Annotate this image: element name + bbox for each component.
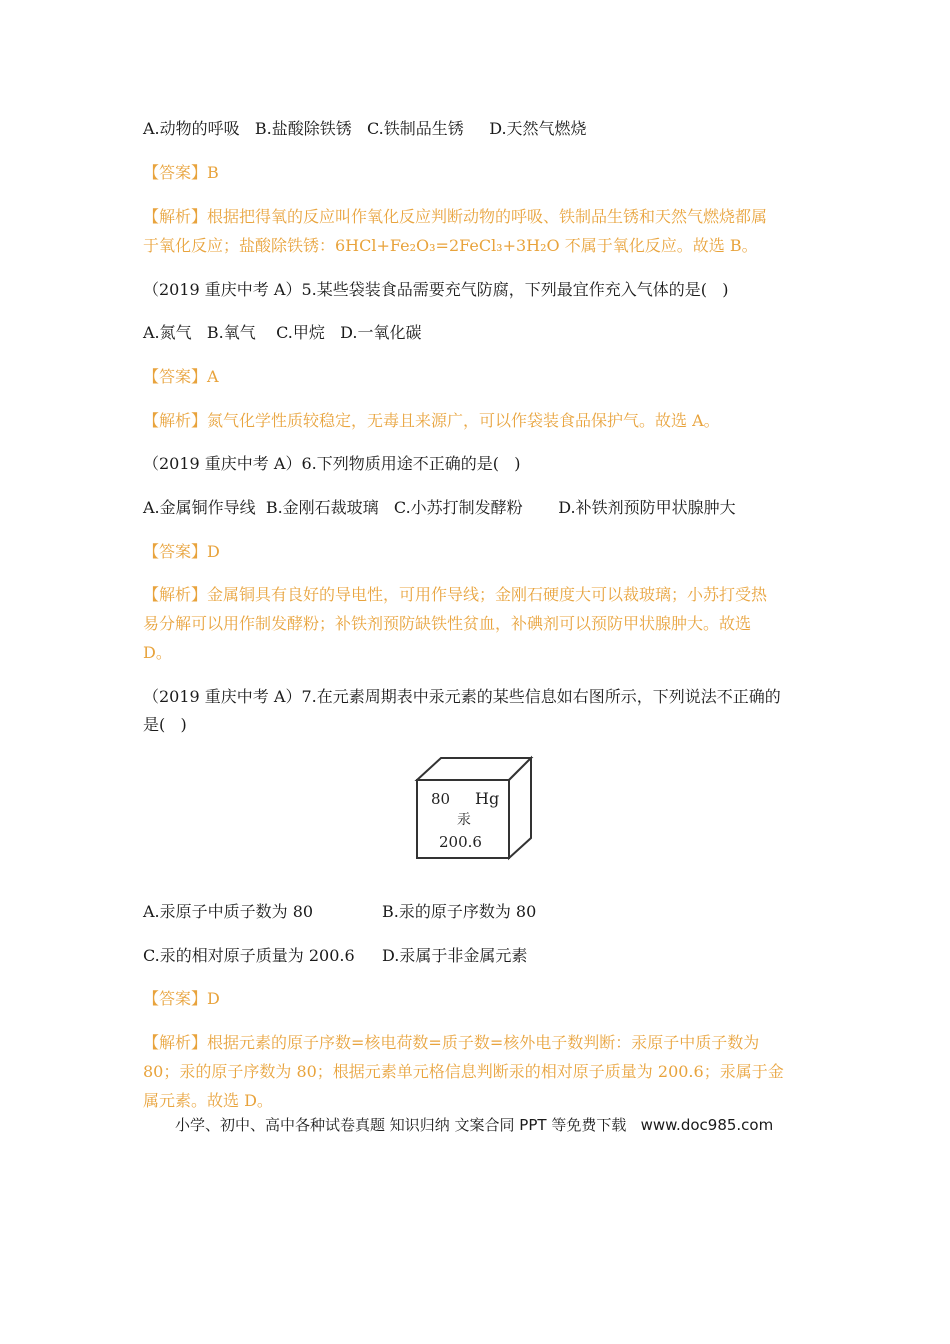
q6-options: A.金属铜作导线 B.金刚石裁玻璃 C.小苏打制发酵粉 D.补铁剂预防甲状腺肿大 bbox=[143, 498, 736, 517]
q7-analysis-line-3: 属元素。故选 D。 bbox=[143, 1091, 273, 1110]
q5-options: A.氮气 B.氧气 C.甲烷 D.一氧化碳 bbox=[143, 323, 422, 342]
q6-analysis-line-1: 【解析】金属铜具有良好的导电性，可用作导线；金刚石硬度大可以裁玻璃；小苏打受热 bbox=[143, 585, 768, 604]
q5-answer: 【答案】A bbox=[143, 367, 219, 386]
download-footer-banner: 小学、初中、高中各种试卷真题 知识归纳 文案合同 PPT 等免费下载 www.doc985.com bbox=[175, 1116, 774, 1134]
q6-analysis-line-2: 易分解可以用作制发酵粉；补铁剂预防缺铁性贫血，补碘剂可以预防甲状腺肿大。故选 bbox=[143, 614, 752, 633]
q7-option-d: D.汞属于非金属元素 bbox=[382, 946, 528, 965]
q4-options: A.动物的呼吸 B.盐酸除铁锈 C.铁制品生锈 D.天然气燃烧 bbox=[143, 119, 587, 138]
q7-option-a: A.汞原子中质子数为 80 bbox=[143, 902, 314, 921]
q6-analysis-line-3: D。 bbox=[143, 643, 172, 662]
element-symbol-text: Hg bbox=[475, 789, 500, 808]
atomic-number-text: 80 bbox=[431, 790, 451, 808]
q7-option-b: B.汞的原子序数为 80 bbox=[382, 902, 537, 921]
q7-option-c: C.汞的相对原子质量为 200.6 bbox=[143, 946, 355, 965]
q5-question: （2019 重庆中考 A）5.某些袋装食品需要充气防腐，下列最宜作充入气体的是( ) bbox=[143, 280, 729, 299]
q6-question: （2019 重庆中考 A）6.下列物质用途不正确的是( ) bbox=[143, 454, 521, 473]
q7-question-line-2: 是( ) bbox=[143, 715, 187, 734]
mercury-element-cell-figure bbox=[413, 752, 535, 862]
q7-analysis-line-2: 80；汞的原子序数为 80；根据元素单元格信息判断汞的相对原子质量为 200.6；汞属于金 bbox=[143, 1062, 784, 1081]
q7-question-line-1: （2019 重庆中考 A）7.在元素周期表中汞元素的某些信息如右图所示，下列说法不正确的 bbox=[143, 687, 781, 706]
q5-analysis-line-1: 【解析】氮气化学性质较稳定，无毒且来源广，可以作袋装食品保护气。故选 A。 bbox=[143, 411, 720, 430]
q4-analysis-line-2: 于氧化反应；盐酸除铁锈：6HCl+Fe₂O₃=2FeCl₃+3H₂O 不属于氧化反应。故选 B。 bbox=[143, 236, 758, 255]
q4-analysis-line-1: 【解析】根据把得氧的反应叫作氧化反应判断动物的呼吸、铁制品生锈和天然气燃烧都属 bbox=[143, 207, 768, 226]
q7-answer: 【答案】D bbox=[143, 989, 220, 1008]
q6-answer: 【答案】D bbox=[143, 542, 220, 561]
atomic-mass-text: 200.6 bbox=[439, 833, 482, 851]
element-cube-drawing bbox=[413, 752, 535, 862]
q7-analysis-line-1: 【解析】根据元素的原子序数=核电荷数=质子数=核外电子数判断：汞原子中质子数为 bbox=[143, 1033, 760, 1052]
q4-answer: 【答案】B bbox=[143, 163, 219, 182]
element-name-text: 汞 bbox=[457, 812, 471, 828]
